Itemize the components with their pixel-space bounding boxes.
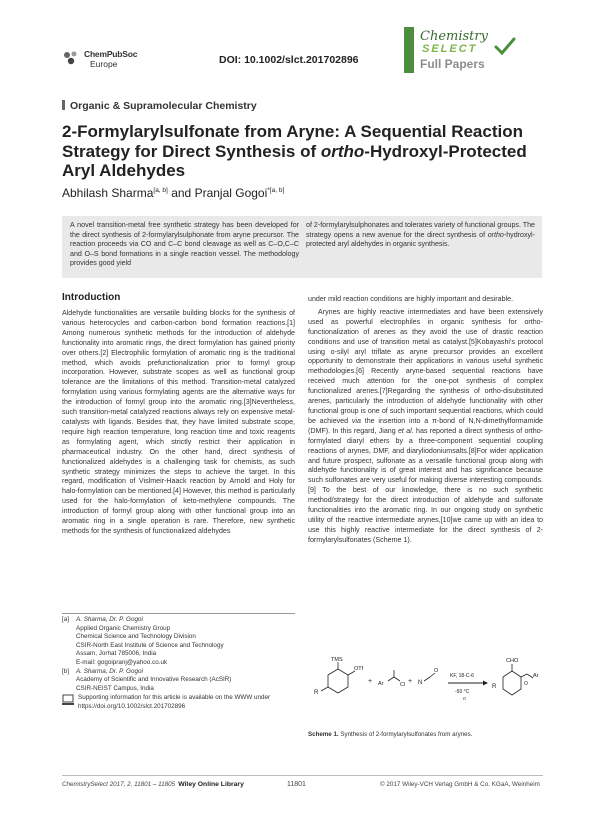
label-dmf-n: N <box>418 680 423 686</box>
affiliation-line: Assam, Jorhat 785006, India <box>76 650 157 658</box>
affiliation-line: CSIR-North East Institute of Science and Technology <box>76 641 224 649</box>
sulfonyl-chloride <box>388 670 400 681</box>
scheme-caption <box>308 731 472 738</box>
affiliation-label: [b] <box>62 667 70 675</box>
footer-journal-cite: ChemistrySelect 2017, 2, 11801 – 11805 <box>62 781 176 788</box>
body-left-column <box>62 309 295 537</box>
reaction-arrowhead <box>483 681 488 686</box>
label-temp: -50 °C <box>455 689 470 695</box>
wiley-online-library-link[interactable]: Wiley Online Library <box>178 781 244 788</box>
author-name[interactable]: Pranjal Gogoi <box>194 186 268 200</box>
label-condition-note: rt <box>463 696 466 701</box>
aryne-precursor <box>321 662 355 693</box>
publisher-name-line1: ChemPubSoc <box>84 49 138 59</box>
label-cl: Cl <box>400 682 406 688</box>
abstract-text: -hydroxyl-protected aryl aldehydes in organic synthesis. <box>306 230 535 249</box>
affiliation-line: Chemical Science and Technology Division <box>76 633 196 641</box>
author-affiliation: [a, b] <box>153 187 168 194</box>
scheme-1-diagram <box>308 655 543 725</box>
article-title <box>62 122 532 181</box>
label-reagent: KF, 18-C-6 <box>450 673 474 679</box>
article-section-label <box>62 100 257 112</box>
plus-sign: + <box>408 678 413 685</box>
footer-divider <box>62 775 543 776</box>
abstract-col-1: A novel transition-metal free synthetic strategy has been developed for the direct synthesis of 2-formylarylsulphonate from aryne precursor. The reaction proceeds via CO and C–C bond cleavage as well as C–O,C–C and O–S bond formations in a single reaction vessel. The methodology provides good yield <box>70 221 299 268</box>
affiliation-line: CSIR-NEIST Campus, India <box>76 684 154 692</box>
footer-citation <box>62 781 244 788</box>
intro-heading: Introduction <box>62 292 121 303</box>
corresponding-email[interactable]: E-mail: gogoipranj@yahoo.co.uk <box>76 658 168 666</box>
plus-sign: + <box>368 678 373 685</box>
body-paragraph: under mild reaction conditions are highly important and desirable. <box>308 295 514 303</box>
scheme-caption-label: Scheme 1. <box>308 731 339 738</box>
author-affiliation: *[a, b] <box>267 187 285 194</box>
publisher-name-line2: Europe <box>90 59 118 69</box>
label-otf: OTf <box>354 666 364 672</box>
affiliation-a <box>62 616 295 668</box>
body-text: Arynes are highly reactive intermediates and have been extensively used as powerful electrophiles in organic synthesis for ortho-functionalization of arenes as they avoid the use of drastic reaction conditions and use of transition metal as catalyst.[5]Kobayashi's protocol using o-silyl aryl triflate as aryne precursor provides an excellent opportunity to demonstrate their applications in various useful synthetic methodologies.[6] Recently aryne-based sequential reactions have received much attention for the one-pot synthesis of complex functionalized arenes.[7]Regarding the synthesis of ortho-disubstituted arenes, particularly the introduction of aldehyde functionality with other functional group is one of such important sequential reactions, which could be achieved <box>308 307 543 425</box>
page-number: 11801 <box>287 781 306 788</box>
journal-brand-bar <box>404 27 414 73</box>
label-ar2: Ar <box>533 673 539 679</box>
label-r1: R <box>314 690 319 696</box>
affiliation-body <box>76 616 224 668</box>
product <box>503 664 533 695</box>
checkmark-icon <box>494 37 516 55</box>
affiliation-names: A. Sharma, Dr. P. Gogoi <box>76 616 143 623</box>
supporting-info-note <box>62 694 295 711</box>
dmf <box>424 673 435 681</box>
chempubsoc-logo <box>62 46 142 70</box>
abstract-col-2 <box>306 221 535 250</box>
title-part: -Hydroxyl-Protected Aryl Aldehydes <box>62 141 527 180</box>
affiliation-label: [a] <box>62 616 70 623</box>
author-list <box>62 186 284 200</box>
author-separator: and <box>167 186 195 200</box>
body-text: the insertion into a π-bond of N,N-dimethylformamide (DMF). In this regard, Jiang <box>308 416 543 435</box>
body-text: has reported a direct synthesis of ortho-formylated diaryl ethers by a three-component sequential coupling reactions of arynes, DMF, and diaryliodoniumsalts.[8]For wider application and future prospect, sulfonate as a versatile functional group along with aldehyde functionality is of great interest and has significance because such sulfonates are very useful for making diverse interesting compounds.[9] To the best of our knowledge, there is no such synthetic method/strategy for the direct introduction of aldehyde and sulfonate functionalities into the aromatic ring. In our ongoing study on synthetic utility of the reactive intermediate arynes,[10]we came up with an idea to use this highly reactive intermediate for the direct synthesis of 2-formylarylsulfonates (Scheme 1). <box>308 426 543 544</box>
abstract-italic: ortho <box>487 230 504 239</box>
author-name[interactable]: Abhilash Sharma <box>62 186 154 200</box>
supporting-info-text[interactable]: Supporting information for this article is available on the WWW under https://doi.org/10.1002/slct.201702896 <box>78 694 271 710</box>
label-ar1: Ar <box>378 681 384 687</box>
abstract-box <box>62 216 542 278</box>
affiliation-line: Academy of Scientific and Innovative Research (AcSIR) <box>76 676 232 684</box>
body-italic: et al. <box>397 426 414 435</box>
journal-section: Full Papers <box>420 57 485 71</box>
affiliation-footnotes <box>62 616 295 712</box>
label-cho: CHO <box>506 658 519 664</box>
affiliation-b <box>62 668 295 694</box>
section-label-text: Organic & Supramolecular Chemistry <box>70 100 257 112</box>
supporting-info-icon <box>62 694 78 706</box>
body-paragraph <box>308 308 543 546</box>
footnote-divider <box>62 613 295 614</box>
scheme-caption-text: Synthesis of 2-formylarylsulfonates from arynes. <box>338 731 473 738</box>
article-doi[interactable]: DOI: 10.1002/slct.201702896 <box>219 54 359 66</box>
body-right-column <box>308 295 543 546</box>
section-marker <box>62 100 65 110</box>
label-dmf-o: O <box>434 668 439 674</box>
abstract-text: of 2-formylarylsulphonates and tolerates variety of functional groups. The strategy opens a new avenue for the direct synthesis of <box>306 221 535 239</box>
label-tms: TMS <box>331 657 343 663</box>
body-paragraph: Aldehyde functionalities are versatile building blocks for the synthesis of various heterocycles and carbon-carbon bond formation reactions.[1] Among numerous synthetic methods for the introduction of aldehyde functionality into aromatic rings, the direct formylation has gained priority over others.[2] Electrophilic formylation of aromatic ring is the traditional method, which avoids prefunctionalization prior to formyl group incorporation. However, substrate scopes as well as functional group tolerance are the limitations of this method. Transition-metal catalyzed formylation using various formylating agents are the alternative ways for the introduction of formyl group into the aromatic ring.[3]Nevertheless, such transition-metal catalyzed reactions always rely on expensive metal-catalysts with ligands. Besides that, they have limited substrate scope, require high reaction temperature, long reaction time and toxic reagents as formylating agent, which strictly restrict their application in pharmaceutical industry. On the other hand, direct synthesis of functionalized aldehydes is a challenging task for chemists, as such synthetic strategy minimizes the steps to achieve the target. In this regard, modification of Vislmeir-Haack reaction by Arnold and Holy for halo-formylation can be mentioned.[4] However, this method is particularly used for the halo-formylation of keto-methylene compounds. The introduction of formyl group along with other functional group into an aromatic ring in a single operation is rare. Therefore, new synthetic methods for the synthesis of functionalized aldehydes <box>62 309 295 535</box>
body-italic: via <box>351 416 361 425</box>
affiliation-names: A. Sharma, Dr. P. Gogoi <box>76 667 143 675</box>
journal-name-line1: Chemistry <box>420 29 488 44</box>
footer-copyright: © 2017 Wiley-VCH Verlag GmbH & Co. KGaA, Weinheim <box>380 781 540 788</box>
journal-name-line2: SELECT <box>422 43 478 55</box>
label-o2: O <box>524 681 528 687</box>
journal-badge <box>404 27 541 73</box>
title-part: 2-Formylarylsulfonate from Aryne: A Sequential Reaction Strategy for Direct Synthesis of <box>62 122 523 161</box>
affiliation-body <box>76 668 231 694</box>
title-italic: ortho <box>320 141 365 161</box>
label-r2: R <box>492 684 497 690</box>
chempubsoc-emblem-icon <box>62 50 80 66</box>
affiliation-line: Applied Organic Chemistry Group <box>76 624 171 632</box>
